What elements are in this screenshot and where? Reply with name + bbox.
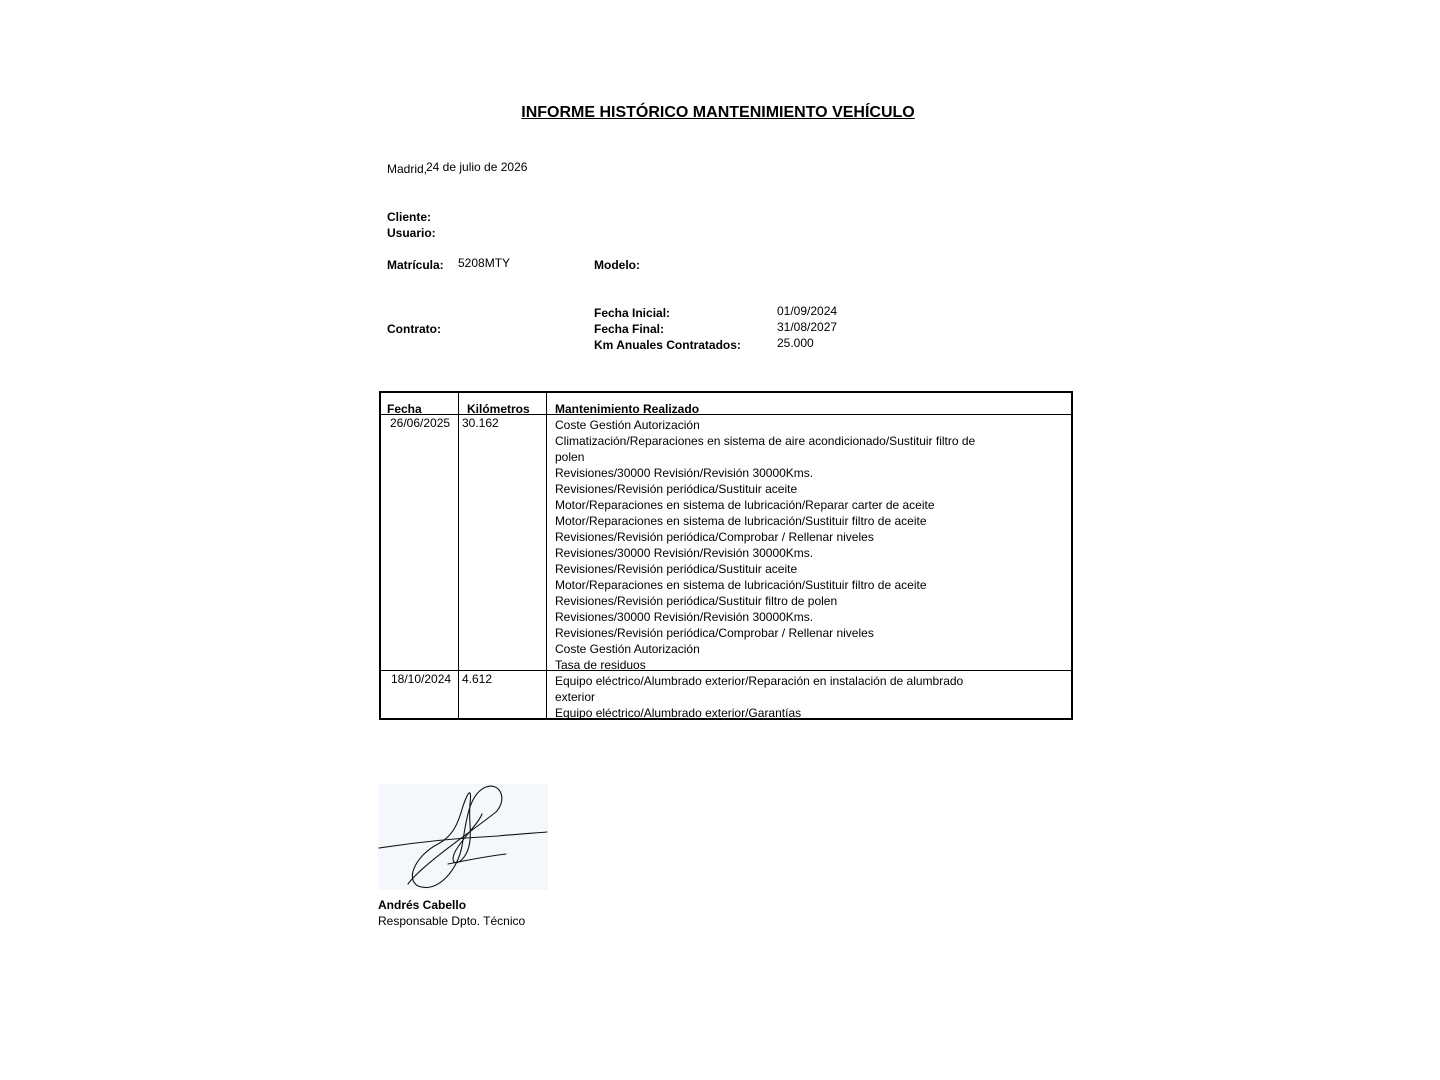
row-1-line: Revisiones/30000 Revisión/Revisión 30000Kms. [555, 610, 814, 624]
header-mantenimiento: Mantenimiento Realizado [555, 402, 700, 416]
header-fecha: Fecha [387, 402, 422, 416]
row-1-line: Coste Gestión Autorización [555, 642, 700, 656]
row-1-line: Revisiones/Revisión periódica/Sustituir aceite [555, 482, 798, 496]
maintenance-table [379, 391, 1073, 720]
modelo-label: Modelo: [594, 258, 640, 272]
row-1-fecha: 26/06/2025 [390, 416, 451, 430]
row-1-line: Motor/Reparaciones en sistema de lubricación/Reparar carter de aceite [555, 498, 935, 512]
row-1-line: Coste Gestión Autorización [555, 418, 700, 432]
km-anuales-label: Km Anuales Contratados: [594, 338, 741, 352]
km-anuales-value: 25.000 [777, 336, 814, 350]
fecha-inicial-label: Fecha Inicial: [594, 306, 671, 320]
row-1-line: Revisiones/Revisión periódica/Comprobar / Rellenar niveles [555, 626, 874, 640]
fecha-final-value: 31/08/2027 [777, 320, 838, 334]
fecha-inicial-value: 01/09/2024 [777, 304, 838, 318]
document-title: INFORME HISTÓRICO MANTENIMIENTO VEHÍCULO [521, 104, 915, 121]
row-2-fecha: 18/10/2024 [391, 672, 452, 686]
fecha-final-label: Fecha Final: [594, 322, 665, 336]
row-1-km: 30.162 [462, 416, 499, 430]
signature-image [378, 784, 548, 890]
row-1-line: Climatización/Reparaciones en sistema de aire acondicionado/Sustituir filtro de [555, 434, 976, 448]
row-1-line: polen [555, 450, 585, 464]
report-date: 24 de julio de 2026 [426, 160, 528, 174]
row-1-line: Tasa de residuos [555, 658, 646, 672]
row-1-line: Motor/Reparaciones en sistema de lubricación/Sustituir filtro de aceite [555, 578, 927, 592]
row-2-km: 4.612 [462, 672, 493, 686]
matricula-value: 5208MTY [458, 256, 511, 270]
row-1-line: Motor/Reparaciones en sistema de lubricación/Sustituir filtro de aceite [555, 514, 927, 528]
contrato-label: Contrato: [387, 322, 441, 336]
signer-name: Andrés Cabello [378, 898, 467, 912]
row-1-line: Revisiones/Revisión periódica/Comprobar / Rellenar niveles [555, 530, 874, 544]
row-2-line: Equipo eléctrico/Alumbrado exterior/Garantías [555, 706, 802, 720]
header-kilometros: Kilómetros [467, 402, 530, 416]
usuario-label: Usuario: [387, 226, 436, 240]
row-1-line: Revisiones/30000 Revisión/Revisión 30000Kms. [555, 466, 814, 480]
signer-role: Responsable Dpto. Técnico [378, 914, 526, 928]
row-2-line: Equipo eléctrico/Alumbrado exterior/Reparación en instalación de alumbrado [555, 674, 964, 688]
row-1-line: Revisiones/Revisión periódica/Sustituir filtro de polen [555, 594, 838, 608]
row-1-line: Revisiones/30000 Revisión/Revisión 30000Kms. [555, 546, 814, 560]
matricula-label: Matrícula: [387, 258, 444, 272]
city: Madrid, [387, 162, 428, 176]
signature-scribble [378, 784, 548, 890]
cliente-label: Cliente: [387, 210, 432, 224]
row-2-line: exterior [555, 690, 596, 704]
row-1-line: Revisiones/Revisión periódica/Sustituir aceite [555, 562, 798, 576]
